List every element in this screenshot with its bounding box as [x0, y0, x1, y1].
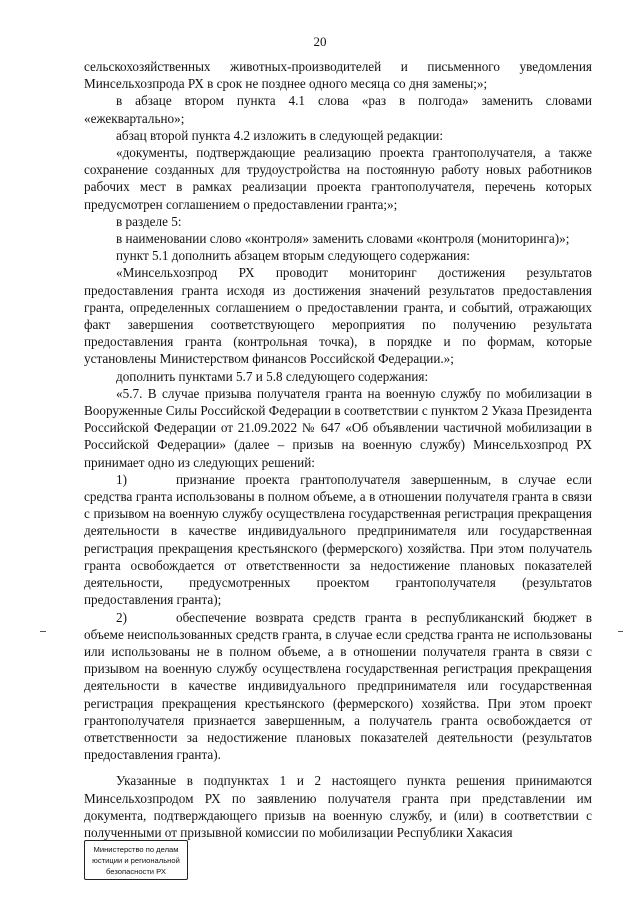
paragraph: «документы, подтверждающие реализацию проекта грантополучателя, а также сохранение созданных для трудоустройства на постоянную работу новых работников рабочих мест в рамках реализации проекта грантополучателя, перечень которых предусмотрен соглашением о предоставлении гранта;»; — [84, 145, 592, 212]
list-marker: 1) — [116, 471, 127, 487]
stamp-line: юстиции и региональной — [92, 855, 180, 865]
margin-mark — [618, 631, 623, 632]
paragraph: сельскохозяйственных животных-производителей и письменного уведомления Минсельхозпрода РХ в срок не позднее одного месяца со дня замены;»; — [84, 59, 592, 92]
stamp-line: Министерство по делам — [93, 844, 179, 854]
ministry-stamp — [84, 840, 188, 880]
paragraph: «5.7. В случае призыва получателя гранта на военную службу по мобилизации в Вооруженные Силы Российской Федерации в соответствии с пунктом 2 Указа Президента Российской Федерации от 21.09.2022 № 647 «Об объявлении частичной мобилизации в Российской Федерации» (далее – призыв на военную службу) Минсельхозпрод РХ принимает одно из следующих решений: — [84, 385, 592, 470]
page-number: 20 — [313, 34, 327, 49]
paragraph: «Минсельхозпрод РХ проводит мониторинг достижения результатов предоставления гранта исходя из достижения значений результатов предоставления гранта, определенных соглашением о предоставлении гранта, и событий, отражающих факт завершения соответствующего мероприятия по получению результата предоставления гранта (контрольная точка), в порядке и по формам, которые установлены Министерством финансов Российской Федерации.»; — [84, 265, 592, 367]
document-body — [84, 58, 592, 841]
paragraph: дополнить пунктами 5.7 и 5.8 следующего содержания: — [116, 368, 429, 384]
list-marker: 2) — [116, 609, 127, 625]
paragraph: в абзаце втором пункта 4.1 слова «раз в полгода» заменить словами «ежеквартально»; — [84, 93, 592, 126]
margin-mark — [40, 631, 46, 632]
stamp-line: безопасности РХ — [106, 866, 166, 876]
paragraph: пункт 5.1 дополнить абзацем вторым следующего содержания: — [116, 248, 470, 264]
list-item — [84, 609, 592, 764]
paragraph: в разделе 5: — [116, 213, 182, 229]
list-item-text: обеспечение возврата средств гранта в республиканский бюджет в объеме неиспользованных средств гранта, в случае если средства гранта не использованы или использованы не в полном объеме, а в отношении получателя гранта в связи с призывом на военную службу осуществлена государственная регистрация прекращения деятельности в качестве индивидуального предпринимателя или государственная регистрация прекращения крестьянского (фермерского) хозяйства. При этом проект грантополучателя признается завершенным, а получатель гранта освобождается от ответственности за недостижение плановых показателей деятельности (результатов предоставления гранта). — [84, 609, 592, 763]
closing-paragraph: Указанные в подпунктах 1 и 2 настоящего пункта решения принимаются Минсельхозпродом РХ по заявлению получателя гранта при представлении им документа, подтверждающего призыв на военную службу, и (или) в соответствии с полученными от призывной комиссии по мобилизации Республики Хакасия — [84, 773, 592, 840]
list-item — [84, 471, 592, 609]
paragraph: абзац второй пункта 4.2 изложить в следующей редакции: — [116, 127, 443, 143]
paragraph: в наименовании слово «контроля» заменить словами «контроля (мониторинга)»; — [116, 231, 570, 247]
list-item-text: признание проекта грантополучателя завершенным, в случае если средства гранта использованы в полном объеме, а в отношении получателя гранта в связи с призывом на военную службу осуществлена государственная регистрация прекращения деятельности в качестве индивидуального предпринимателя или государственная регистрация прекращения крестьянского (фермерского) хозяйства. При этом получатель гранта освобождается от ответственности за недостижение плановых показателей деятельности, предусмотренных проектом грантополучателя (результатов предоставления гранта); — [84, 471, 592, 608]
